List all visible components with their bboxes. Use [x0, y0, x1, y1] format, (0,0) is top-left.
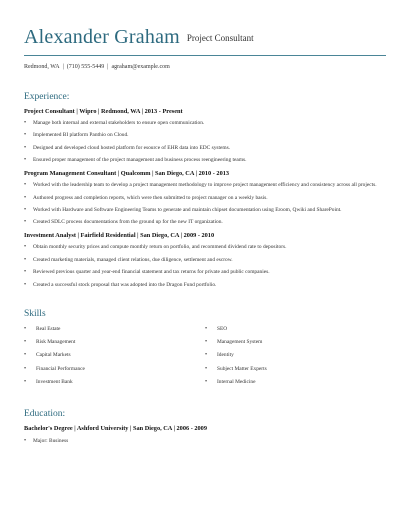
job-title: Project Consultant | Wipro | Redmond, WA | 2013 - Present: [24, 108, 183, 115]
skill-item: • Real Estate: [24, 325, 205, 333]
list-item: • Authored progress and completion reports, which were then submitted to project manager on a weekly basis.: [24, 194, 386, 202]
list-item: • Designed and developed cloud hosted platform for esource of EHR data into EDC systems.: [24, 144, 386, 152]
contact-line: [24, 64, 386, 70]
candidate-title: Project Consultant: [186, 33, 254, 43]
job-entry: [24, 232, 386, 288]
list-item: • Obtain monthly security prices and compute monthly return on portfolio, and recommend dividend rate to depositors.: [24, 243, 386, 251]
skills-column-left: [24, 325, 205, 392]
education-bullets: [24, 437, 386, 445]
skill-item: • Financial Performance: [24, 365, 205, 373]
skill-item: • Investment Bank: [24, 378, 205, 386]
contact-location: Redmond, WA: [24, 64, 60, 70]
list-item: • Manage both internal and external stakeholders to ensure open communication.: [24, 119, 386, 127]
list-item: • Major: Business: [24, 437, 386, 445]
skills-heading: Skills: [24, 308, 46, 319]
job-title: Investment Analyst | Fairfield Residential | San Diego, CA | 2009 - 2010: [24, 232, 215, 240]
job-bullets: [24, 243, 386, 288]
skill-item: • Risk Management: [24, 338, 205, 346]
education-section: [24, 409, 386, 445]
list-item: • Ensured proper management of the project management and business process reengineering teams.: [24, 156, 386, 164]
contact-separator: |: [62, 64, 64, 70]
job-entry: [24, 170, 386, 226]
skill-item: • Capital Markets: [24, 351, 205, 359]
list-item: • Worked with the leadership team to develop a project management methodology to improve project management efficiency and consistency across all projects.: [24, 181, 386, 189]
experience-heading: Experience:: [24, 92, 70, 102]
skill-item: • Internal Medicine: [205, 378, 386, 386]
list-item: • Worked with Hardware and Software Engineering Teams to generate and maintain chipset documentation using Eroom, Qwiki and SharePoint.: [24, 206, 386, 214]
header-divider: [24, 55, 386, 56]
candidate-name: Alexander Graham: [24, 26, 180, 48]
contact-phone: (710) 555-5449: [66, 64, 105, 70]
skills-column-right: [205, 325, 386, 392]
list-item: • Created SDLC process documentations from the ground up for the new IT organization.: [24, 218, 386, 226]
degree-title: Bachelor's Degree | Ashford University | San Diego, CA | 2006 - 2009: [24, 425, 207, 433]
list-item: • Created marketing materials, managed client relations, due diligence, settlement and escrow.: [24, 256, 386, 264]
skill-item: • Management System: [205, 338, 386, 346]
list-item: • Implemented BI platform Panthio on Cloud.: [24, 131, 386, 139]
job-bullets: [24, 119, 386, 164]
list-item: • Reviewed previous quarter and year-end financial statement and tax returns for private and public companies.: [24, 268, 386, 276]
resume-header: [24, 0, 386, 49]
list-item: • Created a successful stock proposal that was adopted into the Dragon Fund portfolio.: [24, 281, 386, 289]
contact-email: agraham@example.com: [111, 64, 170, 70]
skill-item: • Identity: [205, 351, 386, 359]
skills-section: [24, 309, 386, 392]
experience-section: [24, 92, 386, 289]
job-entry: [24, 108, 386, 164]
skill-item: • SEO: [205, 325, 386, 333]
job-title: Program Management Consultant | Qualcomm | San Diego, CA | 2010 - 2013: [24, 170, 230, 178]
job-bullets: [24, 181, 386, 226]
contact-separator: |: [107, 64, 109, 70]
education-heading: Education:: [24, 409, 66, 420]
skills-grid: [24, 325, 386, 392]
skill-item: • Subject Matter Experts: [205, 365, 386, 373]
